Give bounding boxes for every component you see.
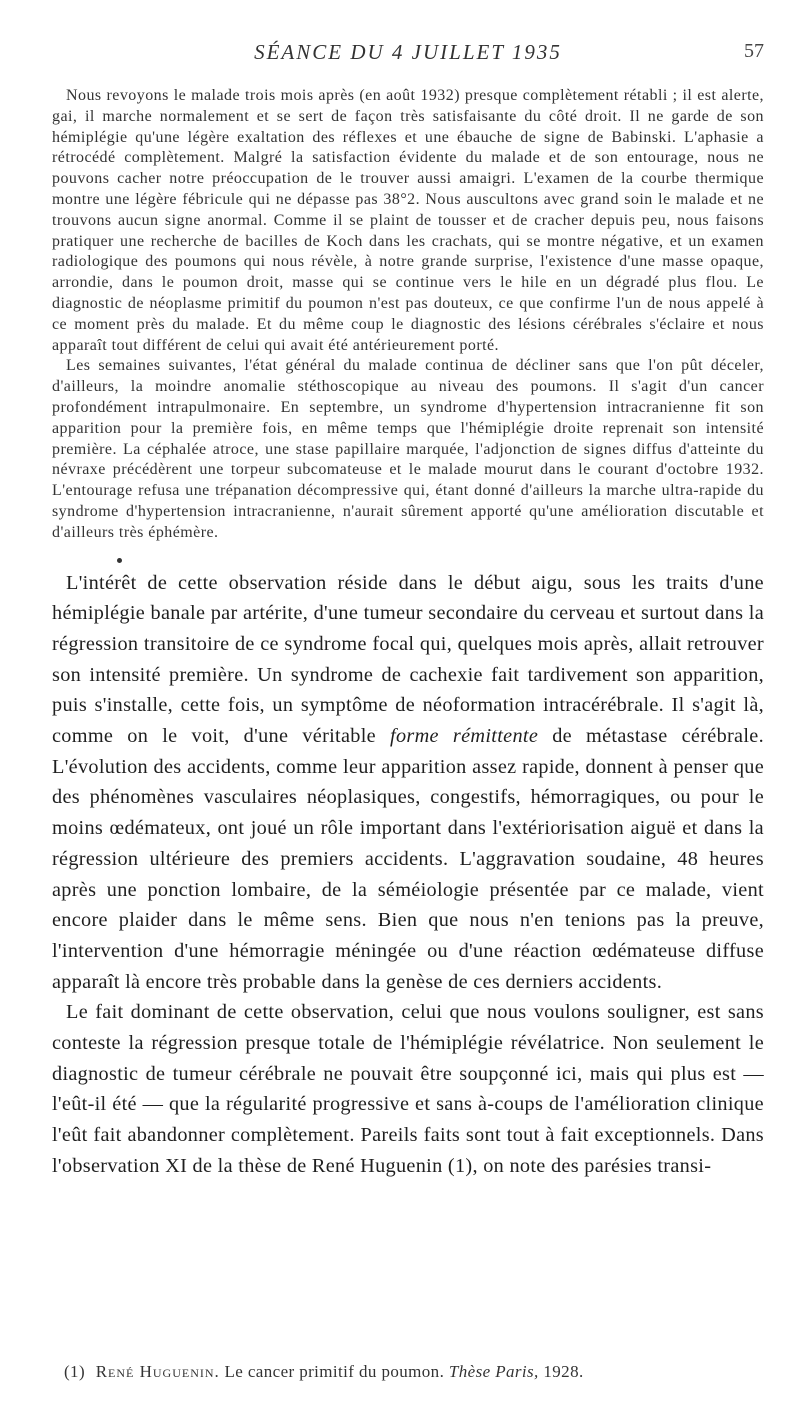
paragraph: Les semaines suivantes, l'état général du malade continua de décliner sans que l'on pût déceler, d'ailleurs, la moindre anomalie stéthoscopique au niveau des poumons. Il s'agit d'un cancer profondément intrapulmonaire. En septembre, un syndrome d'hypertension intracranienne fit son apparition pour la première fois, en même temps que l'hémiplégie droite reprenait son intensité première. La céphalée atroce, une stase papillaire marquée, l'adjonction de signes diffus d'atteinte du névraxe précédèrent une torpeur subcomateuse et le malade mourut dans le courant d'octobre 1932. L'entourage refusa une trépanation décompressive qui, étant donné d'ailleurs la marche ultra-rapide du syndrome d'hypertension intracranienne, n'aurait sûrement apporté qu'une amélioration discutable et d'ailleurs très éphémère.	[52, 357, 764, 541]
body-text	[52, 86, 764, 1182]
footnote-title: Le cancer primitif du poumon.	[224, 1362, 445, 1381]
footnote-author: René Huguenin.	[95, 1362, 220, 1381]
footnote	[64, 1362, 764, 1382]
discussion-section	[52, 568, 764, 1182]
paragraph	[52, 568, 764, 998]
text-run: L'intérêt de cette observation réside dans le début aigu, sous les traits d'une hémiplégie banale par artérite, d'une tumeur secondaire du cerveau et surtout dans la régression transitoire de ce syndrome focal qui, quelques mois après, allait retrouver son intensité première. Un syndrome de cachexie fait tardivement son apparition, puis s'installe, cette fois, un symptôme de néoformation intracérébrale. Il s'agit là, comme on le voit, d'une véritable	[52, 571, 764, 748]
footnote-year: 1928.	[543, 1362, 584, 1381]
paragraph: Nous revoyons le malade trois mois après (en août 1932) presque complètement rétabli ; il est alerte, gai, il marche normalement et se sert de façon très satisfaisante du côté droit. Il ne garde de son hémiplégie qu'une légère exaltation des réflexes et une ébauche de signe de Babinski. L'aphasie a rétrocédé complètement. Malgré la satisfaction évidente du malade et de son entourage, nous ne pouvons cacher notre préoccupation de le trouver aussi amaigri. L'examen de la courbe thermique montre une légère fébricule qui ne dépasse pas 38°2. Nous auscultons avec grand soin le malade et ne trouvons aucun signe anormal. Comme il se plaint de tousser et de cracher depuis peu, nous faisons pratiquer une recherche de bacilles de Koch dans les crachats, qui se montre négative, et un examen radiologique des poumons qui nous révèle, à notre grande surprise, l'existence d'une masse opaque, arrondie, dans le poumon droit, masse qui se continue vers le hile en un dégradé plus flou. Le diagnostic de néoplasme primitif du poumon n'est pas douteux, ce que confirme l'un de nous appelé à ce moment près du malade. Et du même coup le diagnostic des lésions cérébrales s'éclaire et nous apparaît tout différent de celui qui avait été antérieurement porté.	[52, 87, 764, 354]
paragraph: Le fait dominant de cette observation, celui que nous voulons souligner, est sans conteste la régression presque totale de l'hémiplégie révélatrice. Non seulement le diagnostic de tumeur cérébrale ne pouvait être soupçonné ici, mais qui plus est — l'eût-il été — que la régularité progressive et sans à-coups de l'amélioration clinique l'eût fait abandonner complètement. Pareils faits sont tout à fait exceptionnels. Dans l'observation XI de la thèse de René Huguenin (1), on note des parésies transi-	[52, 1001, 764, 1177]
footnote-marker: (1)	[64, 1362, 86, 1381]
section-separator	[52, 544, 764, 568]
page-number: 57	[744, 40, 764, 62]
separator-dot	[117, 558, 122, 563]
footnote-thesis: Thèse Paris,	[448, 1362, 539, 1381]
running-title: SÉANCE DU 4 JUILLET 1935	[254, 40, 562, 64]
case-report-section	[52, 86, 764, 544]
text-run: de métastase cérébrale. L'évolution des accidents, comme leur apparition assez rapide, donnent à penser que des phénomènes vasculaires néoplasiques, congestifs, hémorragiques, ou pour le moins œdémateux, ont joué un rôle important dans l'extériorisation aiguë et dans la régression ultérieure des premiers accidents. L'aggravation soudaine, 48 heures après une ponction lombaire, de la séméiologie présentée par ce malade, vient encore plaider dans le même sens. Bien que nous n'en tenions pas la preuve, l'intervention d'une hémorragie méningée ou d'une réaction œdémateuse diffuse apparaît là encore très probable dans la genèse de ces derniers accidents.	[52, 725, 764, 993]
page-header	[52, 40, 764, 70]
italic-term: forme rémittente	[390, 725, 539, 748]
